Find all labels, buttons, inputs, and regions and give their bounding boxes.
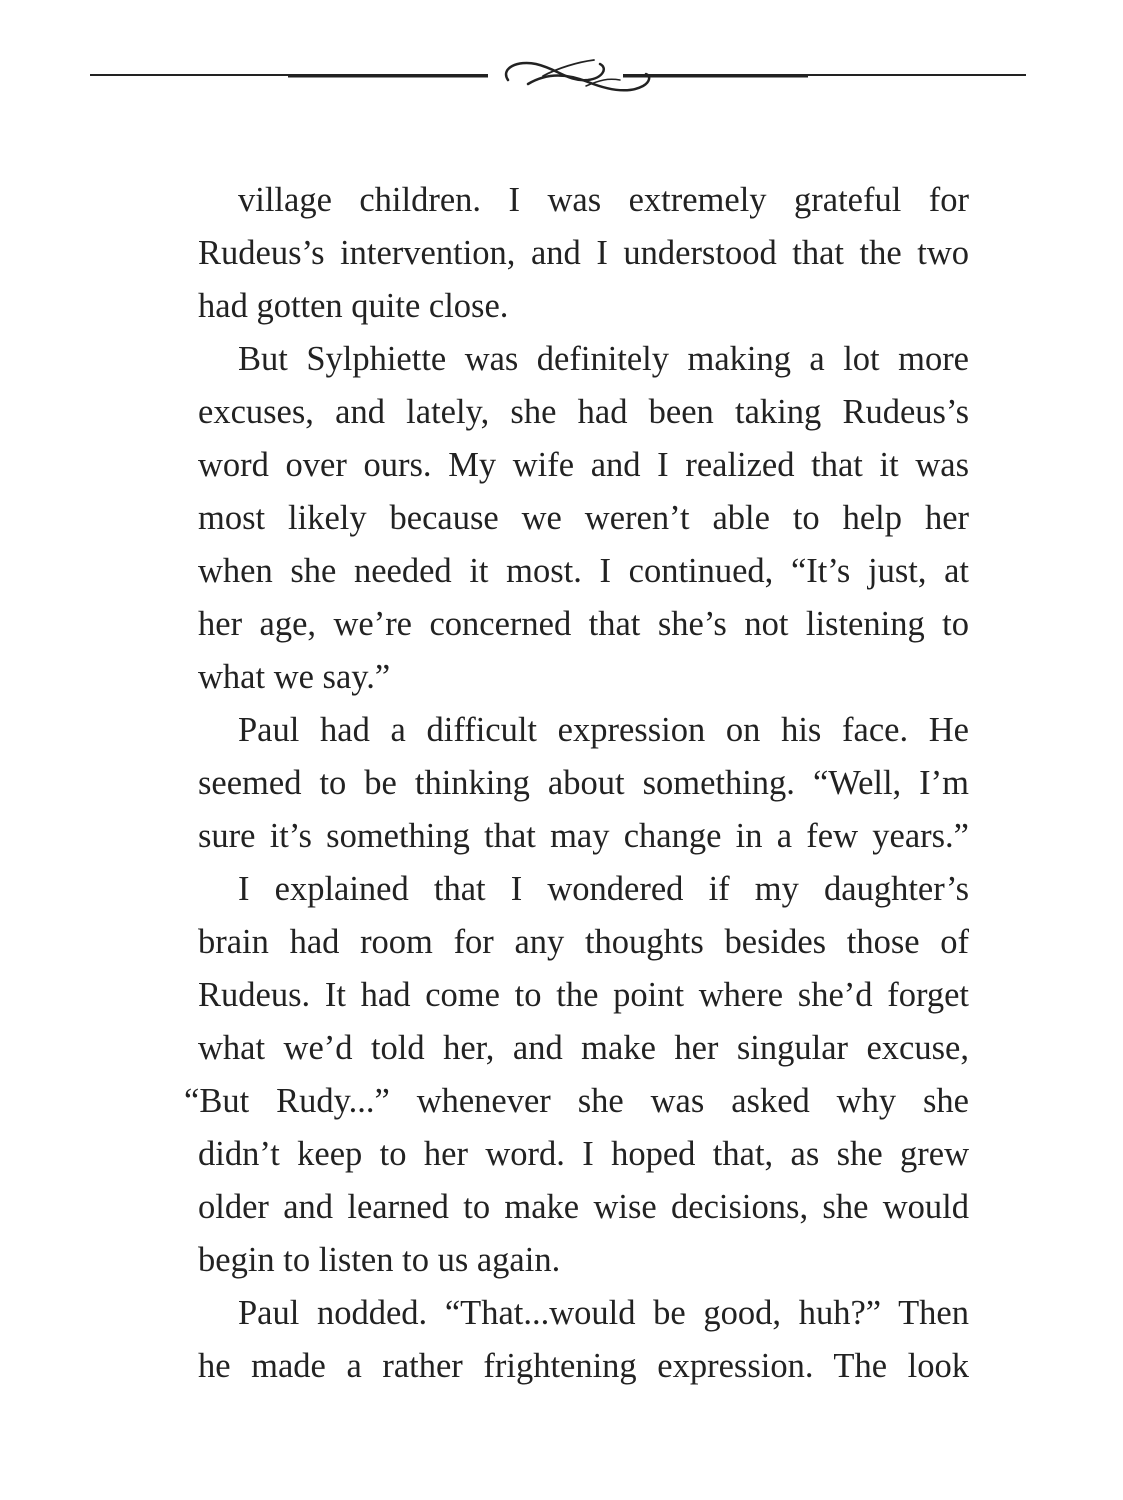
- flourish-divider-icon: [88, 50, 1028, 110]
- text-line: word over ours. My wife and I realized that it was: [198, 446, 969, 484]
- text-line: brain had room for any thoughts besides those of: [198, 923, 969, 961]
- text-line: village children. I was extremely grateful for: [238, 181, 969, 219]
- text-line: older and learned to make wise decisions, she would: [198, 1188, 969, 1226]
- text-line: excuses, and lately, she had been taking Rudeus’s: [198, 393, 969, 431]
- text-line: But Sylphiette was definitely making a lot more: [238, 340, 969, 378]
- text-line: he made a rather frightening expression. The look: [198, 1347, 969, 1385]
- text-line: Paul nodded. “That...would be good, huh?” Then: [238, 1294, 969, 1332]
- text-line: sure it’s something that may change in a few years.”: [198, 817, 969, 855]
- text-line: when she needed it most. I continued, “It’s just, at: [198, 552, 969, 590]
- chapter-ornament: [88, 50, 1028, 110]
- text-line: seemed to be thinking about something. “Well, I’m: [198, 764, 969, 802]
- text-line: “But Rudy...” whenever she was asked why she: [184, 1082, 969, 1120]
- text-line: what we’d told her, and make her singular excuse,: [198, 1029, 969, 1067]
- text-line: didn’t keep to her word. I hoped that, as she grew: [198, 1135, 969, 1173]
- text-line: begin to listen to us again.: [198, 1241, 561, 1279]
- text-line: Paul had a difficult expression on his face. He: [238, 711, 969, 749]
- text-line: had gotten quite close.: [198, 287, 509, 325]
- page-body-text: [184, 174, 969, 1393]
- text-line: I explained that I wondered if my daughter’s: [238, 870, 969, 908]
- text-line: most likely because we weren’t able to help her: [198, 499, 969, 537]
- text-line: her age, we’re concerned that she’s not listening to: [198, 605, 969, 643]
- text-line: what we say.”: [198, 658, 391, 696]
- text-line: Rudeus’s intervention, and I understood that the two: [198, 234, 969, 272]
- text-line: Rudeus. It had come to the point where she’d forget: [198, 976, 969, 1014]
